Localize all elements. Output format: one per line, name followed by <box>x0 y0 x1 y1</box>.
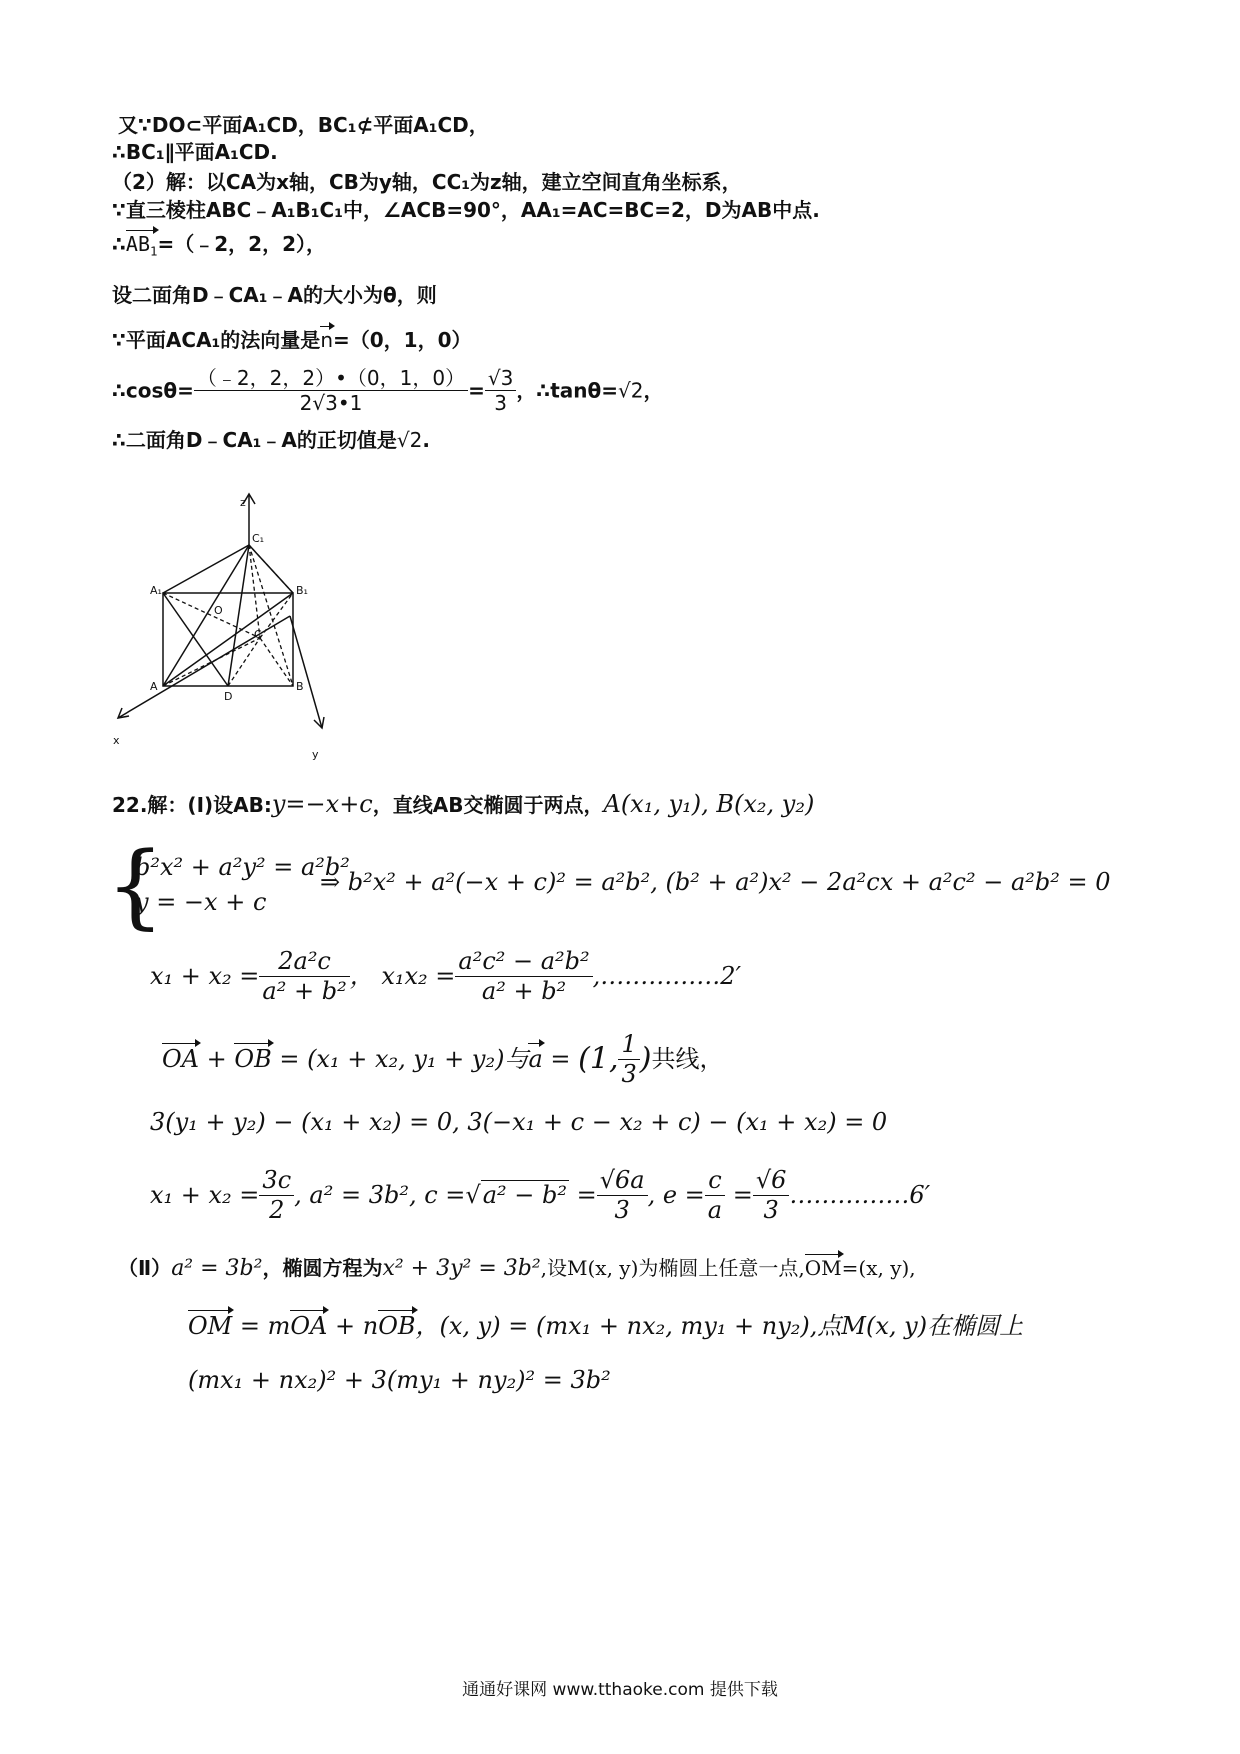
q22-line-eq: y=−x+c <box>271 790 373 818</box>
part-2-tail-pre: ,设M(x, y)为椭圆上任意一点, <box>540 1256 805 1280</box>
diagonal-c1-d <box>228 545 249 686</box>
result-fraction-1 <box>259 1166 294 1225</box>
result-tail: ……………6′ <box>789 1180 931 1209</box>
hidden-d-c <box>228 638 260 686</box>
hidden-c-b <box>260 638 293 686</box>
cos-equals: = <box>468 378 485 403</box>
part-2-line-2-mid: ，(x, y) = (mx₁ + nx₂, my₁ + ny₂),点M(x, y)在椭圆上 <box>415 1312 1024 1340</box>
hidden-a1-c <box>163 593 260 638</box>
sum-denominator: a² + b² <box>262 976 347 1005</box>
sqrt-symbol: √ <box>465 1180 481 1209</box>
result-e-numerator: c <box>705 1166 725 1196</box>
collinear-line <box>162 1030 723 1089</box>
collinear-eq: = <box>542 1044 579 1073</box>
vector-ab1-value: =（﹣2，2，2）， <box>157 232 326 256</box>
label-z: z <box>240 496 246 509</box>
prod-fraction <box>455 947 592 1006</box>
label-b1: B₁ <box>296 584 308 597</box>
system-brace: { <box>106 832 165 939</box>
label-c1: C₁ <box>252 532 265 545</box>
text-line-8 <box>112 366 664 415</box>
text-line-2: ∴BC₁∥平面A₁CD. <box>112 140 278 164</box>
text-line-1: 又∵DO⊂平面A₁CD，BC₁⊄平面A₁CD， <box>118 113 489 137</box>
q22-points: A(x₁, y₁), B(x₂, y₂) <box>603 790 815 818</box>
diagonal-a-c1 <box>163 545 249 686</box>
result-lhs: x₁ + x₂ = <box>150 1180 260 1209</box>
part-2-ellipse: x² + 3y² = 3b² <box>382 1256 541 1281</box>
part-2-head: （Ⅱ） <box>118 1256 172 1280</box>
vector-oa: OA <box>162 1044 200 1073</box>
sum-numerator: 2a²c <box>259 947 349 977</box>
result-numerator-1: 3c <box>259 1166 294 1196</box>
q22-header <box>112 790 814 819</box>
normal-vector-value: =（0，1，0） <box>333 328 472 352</box>
vector-n: n <box>320 328 333 352</box>
collinear-tail: 共线， <box>651 1044 724 1073</box>
label-a: A <box>150 680 158 693</box>
label-y: y <box>312 748 319 761</box>
system-derivation: ⇒ b²x² + a²(−x + c)² = a²b², (b² + a²)x² − 2a²cx + a²c² − a²b² = 0 <box>320 868 1111 896</box>
sqrt-radicand-text: a² − b² <box>482 1181 567 1210</box>
text-line-3: （2）解：以CA为x轴，CB为y轴，CC₁为z轴，建立空间直角坐标系， <box>112 170 742 194</box>
sum-fraction <box>259 947 349 1006</box>
prod-tail: ,……………2′ <box>592 961 742 990</box>
part-2-line-2 <box>188 1312 1023 1341</box>
text-line-7 <box>112 328 472 352</box>
part-2-tail-post: =(x, y), <box>841 1256 916 1280</box>
tangent-conclusion: ∴二面角D﹣CA₁﹣A的正切值是 <box>112 428 397 452</box>
result-numerator-2: √6a <box>597 1166 648 1196</box>
vieta-line <box>150 947 741 1006</box>
cos-result-fraction <box>485 366 516 415</box>
normal-vector-intro: ∵平面ACA₁的法向量是 <box>112 328 321 352</box>
hidden-c1-b <box>249 545 293 686</box>
result-e-denominator: a <box>707 1195 723 1224</box>
sum-lhs: x₁ + x₂ = <box>150 961 260 990</box>
diagonal-a-b1 <box>163 593 293 686</box>
line-9-end: . <box>422 428 430 452</box>
result-numerator-3: √6 <box>753 1166 790 1196</box>
result-denominator-3: 3 <box>763 1195 779 1224</box>
vector-a-open: (1, <box>578 1041 619 1077</box>
part-2-line-3: (mx₁ + nx₂)² + 3(my₁ + ny₂)² = 3b² <box>188 1366 611 1394</box>
sqrt-radicand <box>481 1180 569 1210</box>
result-fraction-2 <box>597 1166 648 1225</box>
part-2-line-2-eq: = m <box>232 1312 291 1340</box>
tan-label: ，∴tanθ= <box>516 378 619 403</box>
footer-text: 通通好课网 www.tthaoke.com 提供下载 <box>462 1680 778 1700</box>
result-e: , e = <box>647 1180 705 1209</box>
collinear-mid: = (x₁ + x₂, y₁ + y₂)与 <box>271 1044 529 1073</box>
line-8-end: ， <box>643 378 664 403</box>
vector-a-close: ) <box>639 1041 652 1077</box>
vector-om-2: OM <box>188 1312 233 1340</box>
result-denominator-1: 2 <box>269 1195 285 1224</box>
tan-value: √2 <box>618 378 644 403</box>
cos-fraction <box>194 366 468 415</box>
prod-lhs: ， x₁x₂ = <box>349 961 456 990</box>
equation-3: 3(y₁ + y₂) − (x₁ + x₂) = 0, 3(−x₁ + c − x₂ + c) − (x₁ + x₂) = 0 <box>150 1108 888 1136</box>
cos-numerator: （﹣2，2，2）•（0，1，0） <box>194 366 468 391</box>
q22-head-mid: ，直线AB交椭圆于两点， <box>372 793 604 817</box>
result-mid: , a² = 3b², c = <box>294 1180 466 1209</box>
result-eq-2: = <box>725 1180 753 1209</box>
text-line-5 <box>112 232 326 259</box>
cos-label: ∴cosθ= <box>112 378 194 403</box>
prism-figure <box>100 490 380 780</box>
vector-a-denominator: 3 <box>621 1059 637 1088</box>
y-axis <box>290 616 322 728</box>
cos-denominator: 2√3•1 <box>299 391 363 415</box>
vector-a-numerator: 1 <box>618 1030 639 1060</box>
result-denominator-2: 3 <box>614 1195 630 1224</box>
q22-head: 22.解：(I)设AB: <box>112 793 272 817</box>
label-b: B <box>296 680 304 693</box>
result-eq: = <box>568 1180 597 1209</box>
vector-om-1: OM <box>804 1256 842 1280</box>
tangent-value: √2 <box>396 428 423 452</box>
result-fraction-3 <box>753 1166 790 1225</box>
vector-a-fraction <box>618 1030 639 1089</box>
label-o: O <box>214 604 223 617</box>
prod-denominator: a² + b² <box>481 976 567 1005</box>
cos-result-denominator: 3 <box>494 391 507 415</box>
text-line-6: 设二面角D﹣CA₁﹣A的大小为θ，则 <box>112 283 437 307</box>
result-line <box>150 1166 930 1225</box>
system-bottom: y = −x + c <box>135 888 267 916</box>
label-x: x <box>113 734 120 747</box>
result-fraction-e <box>705 1166 725 1225</box>
text-line-4: ∵直三棱柱ABC﹣A₁B₁C₁中，∠ACB=90°，AA₁=AC=BC=2，D为AB中点. <box>112 198 820 222</box>
vector-ob-2: OB <box>378 1312 416 1340</box>
hidden-c-b1 <box>260 593 293 638</box>
vector-a: a <box>528 1044 543 1073</box>
part-2-mid: ，椭圆方程为 <box>262 1256 383 1280</box>
prod-numerator: a²c² − a²b² <box>455 947 592 977</box>
part-2-line-1 <box>118 1256 916 1282</box>
label-a1: A₁ <box>150 584 162 597</box>
part-2-eq: a² = 3b² <box>171 1256 263 1281</box>
edge-a1-c1 <box>163 545 249 593</box>
vector-ob: OB <box>234 1044 272 1073</box>
cos-result-numerator: √3 <box>485 366 516 391</box>
vector-oa-2: OA <box>290 1312 328 1340</box>
label-d: D <box>224 690 233 703</box>
vector-ab1 <box>125 232 158 259</box>
collinear-plus: + <box>199 1044 235 1073</box>
text-line-9 <box>112 428 430 452</box>
vector-ab1-label: AB <box>125 232 151 256</box>
therefore-symbol: ∴ <box>112 232 126 256</box>
system-top: b²x² + a²y² = a²b² <box>135 853 350 881</box>
vector-ab1-sub: 1 <box>150 243 158 259</box>
label-c: C <box>254 628 262 641</box>
part-2-line-2-plus: + n <box>327 1312 379 1340</box>
